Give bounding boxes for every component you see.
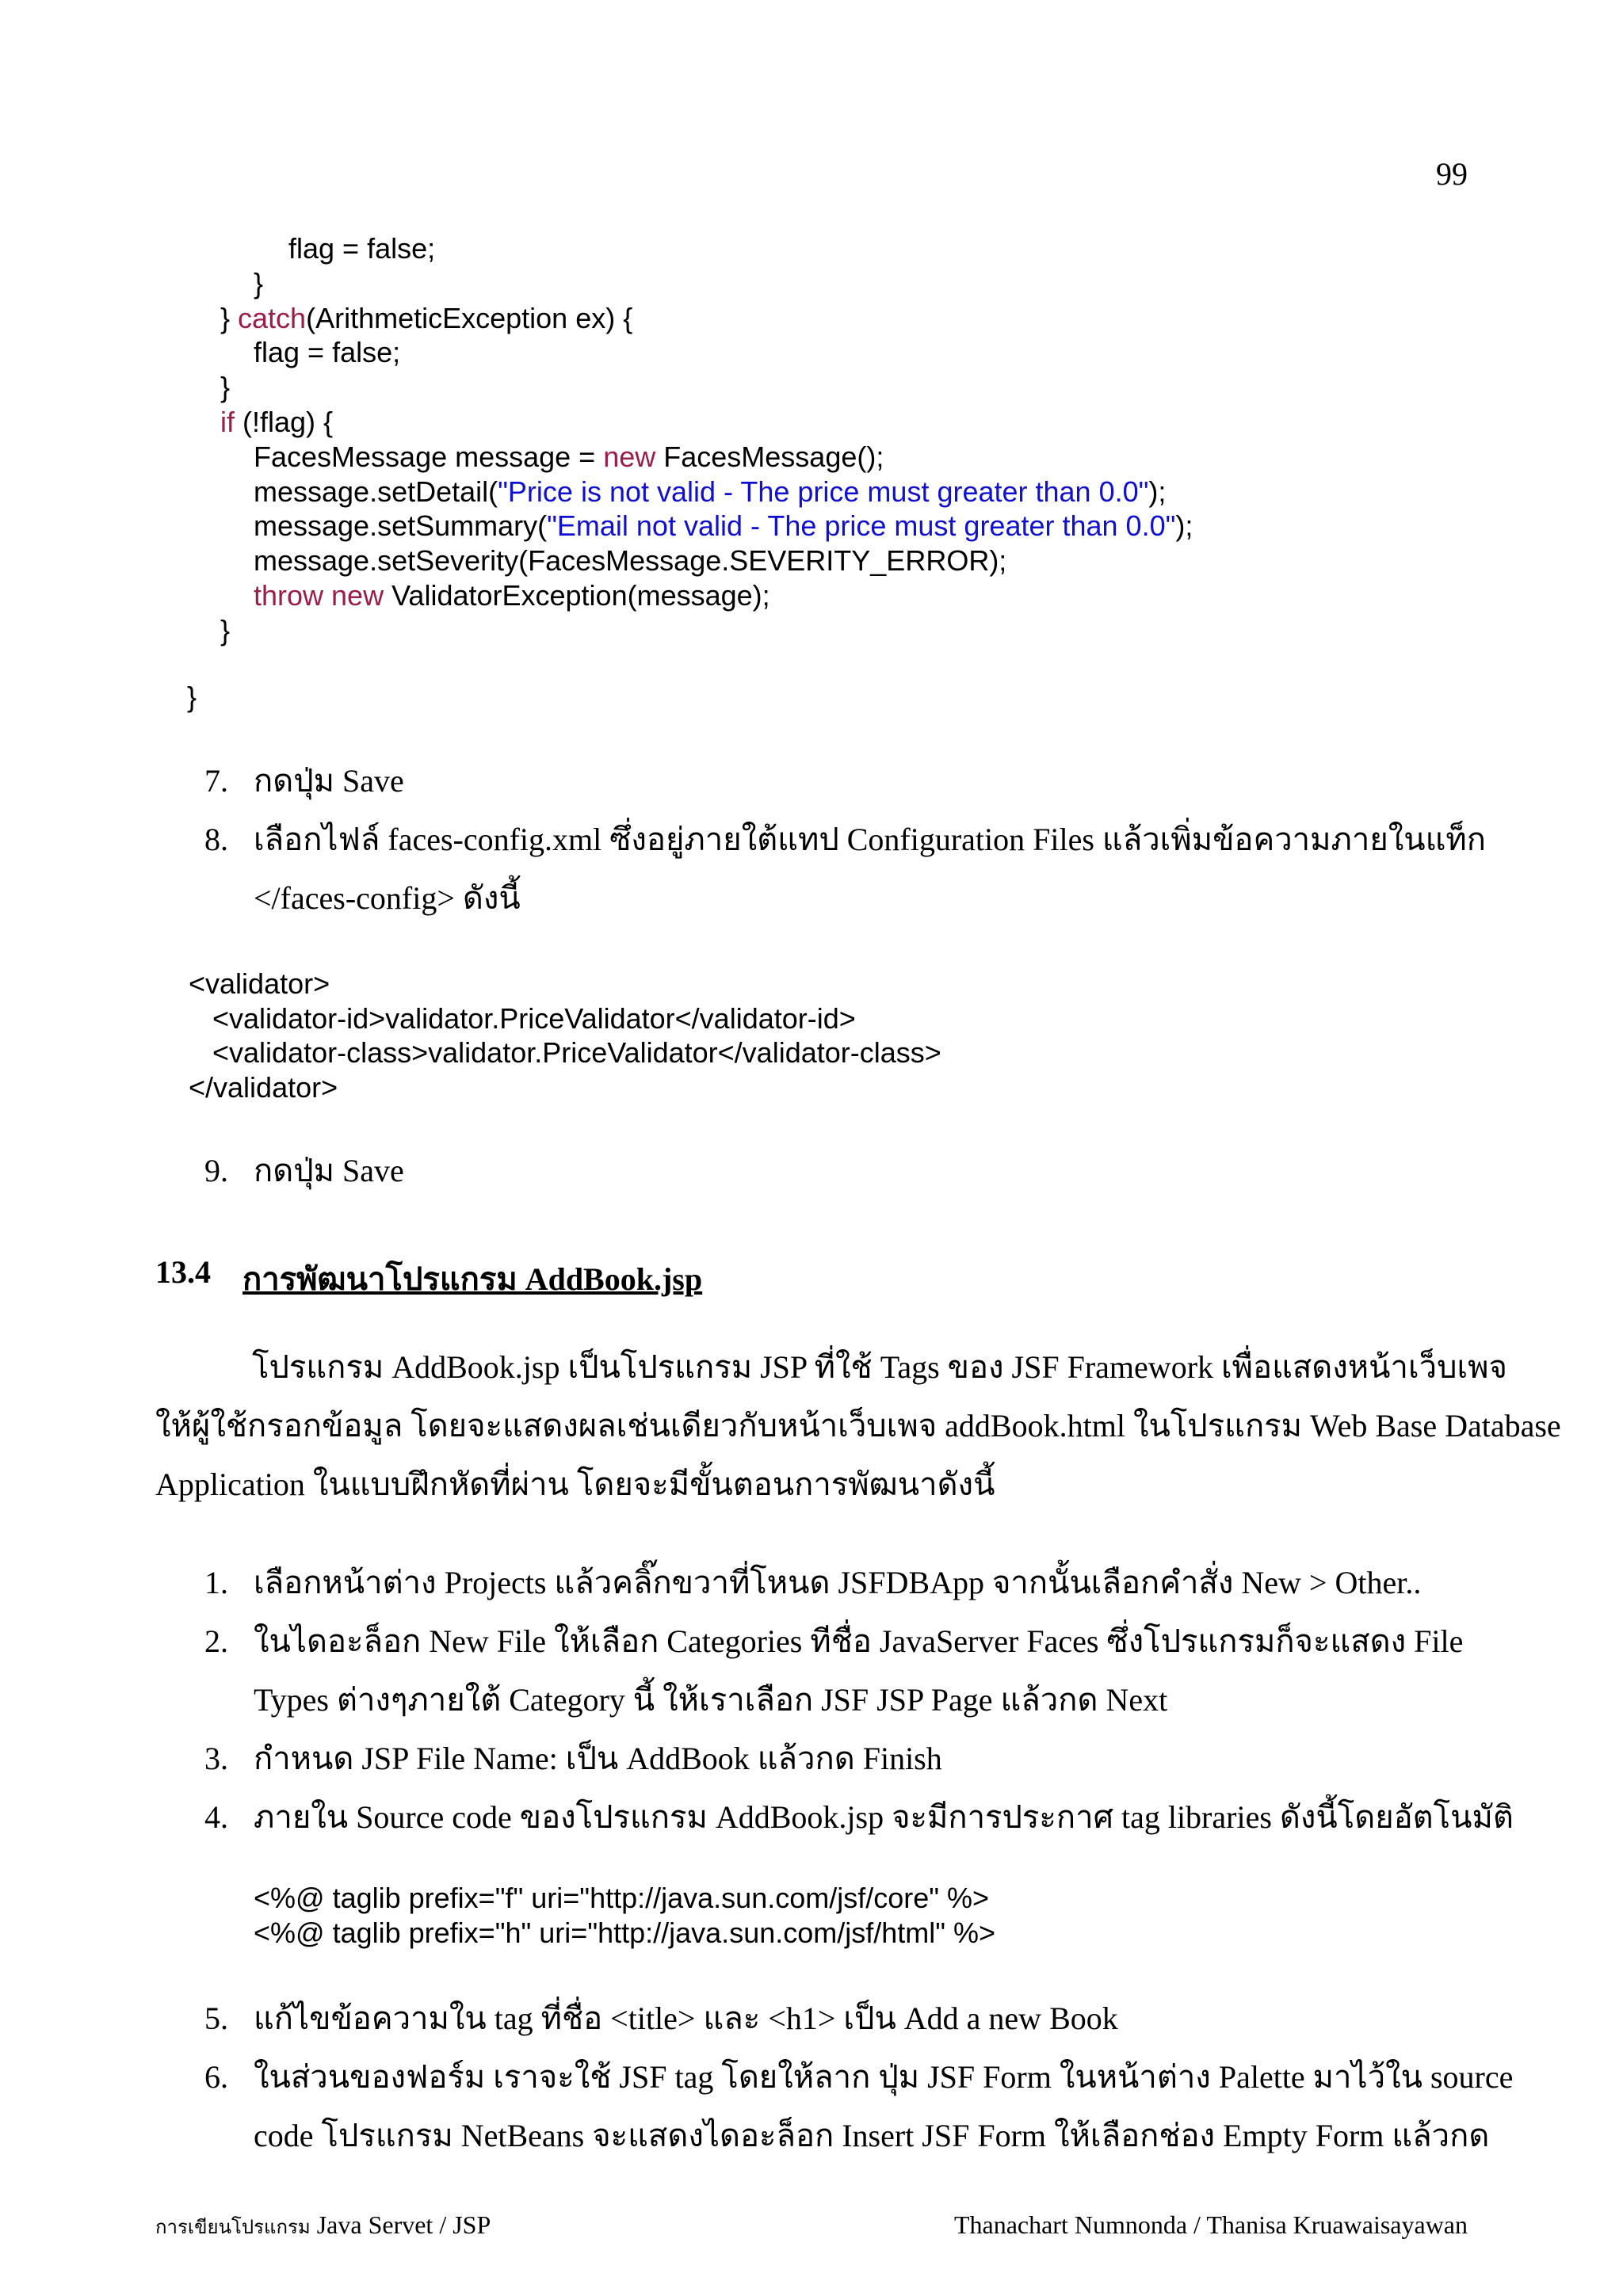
xml-code-block bbox=[189, 967, 941, 1104]
list-item: 3. กำหนด JSP File Name: เป็น AddBook แล้วกด Finish bbox=[204, 1741, 942, 1776]
paragraph-line: Application ในแบบฝึกหัดที่ผ่าน โดยจะมีขั้นตอนการพัฒนาดังนี้ bbox=[155, 1466, 995, 1502]
keyword-if: if bbox=[220, 405, 235, 438]
code-line: if (!flag) { bbox=[220, 405, 334, 438]
code-line: <%@ taglib prefix="f" uri="http://java.sun.com/jsf/core" %> bbox=[254, 1882, 990, 1914]
code-line: FacesMessage message = new FacesMessage(); bbox=[254, 440, 884, 473]
keyword-new: new bbox=[603, 440, 656, 473]
list-item: 9. กดปุ่ม Save bbox=[204, 1153, 404, 1188]
list-item: 4. ภายใน Source code ของโปรแกรม AddBook.jsp จะมีการประกาศ tag libraries ดังนี้โดยอัตโนมัติ bbox=[204, 1799, 1514, 1835]
list-item: 8. เลือกไฟล์ faces-config.xml ซึ่งอยู่ภายใต้แทป Configuration Files แล้วเพิ่มข้อความภายในแท็ก </faces-config> ดังนี้ bbox=[204, 822, 1486, 916]
java-code-block bbox=[187, 231, 1193, 648]
code-line: <validator> bbox=[189, 967, 330, 1000]
code-line: <validator-class>validator.PriceValidator</validator-class> bbox=[189, 1036, 941, 1069]
code-line: </validator> bbox=[189, 1070, 338, 1104]
closing-brace: } bbox=[187, 681, 197, 713]
code-line: <validator-id>validator.PriceValidator</validator-id> bbox=[189, 1001, 856, 1035]
code-line: message.setSeverity(FacesMessage.SEVERITY_ERROR); bbox=[254, 544, 1007, 578]
paragraph-line: โปรแกรม AddBook.jsp เป็นโปรแกรม JSP ที่ใช้ Tags ของ JSF Framework เพื่อแสดงหน้าเว็บเพจ bbox=[252, 1349, 1507, 1385]
code-line: message.setDetail("Price is not valid - The price must greater than 0.0"); bbox=[254, 475, 1167, 508]
jsp-taglib-code-block bbox=[254, 1881, 995, 1950]
code-line: <%@ taglib prefix="h" uri="http://java.sun.com/jsf/html" %> bbox=[254, 1916, 996, 1949]
list-item: 7. กดปุ่ม Save bbox=[204, 763, 404, 799]
string-literal: "Email not valid - The price must greater than 0.0" bbox=[547, 509, 1176, 543]
keyword-catch: catch bbox=[238, 301, 307, 334]
string-literal: "Price is not valid - The price must greater than 0.0" bbox=[498, 475, 1149, 508]
code-line: flag = false; bbox=[254, 336, 401, 369]
list-item: 5. แก้ไขข้อความใน tag ที่ชื่อ <title> และ <h1> เป็น Add a new Book bbox=[204, 2000, 1118, 2036]
section-heading: 13.4 การพัฒนาโปรแกรม AddBook.jsp bbox=[155, 1254, 703, 1297]
page-number: 99 bbox=[1436, 156, 1468, 192]
code-line: } catch(ArithmeticException ex) { bbox=[220, 301, 633, 334]
footer-right: Thanachart Numnonda / Thanisa Kruawaisayawan bbox=[953, 2210, 1468, 2239]
footer-left: การเขียนโปรแกรม Java Servet / JSP bbox=[155, 2210, 491, 2239]
paragraph-line: ให้ผู้ใช้กรอกข้อมูล โดยจะแสดงผลเช่นเดียวกับหน้าเว็บเพจ addBook.html ในโปรแกรม Web Base Database bbox=[155, 1408, 1561, 1444]
code-line: } bbox=[220, 371, 231, 404]
keyword-throw-new: throw new bbox=[254, 578, 384, 612]
code-line: } bbox=[254, 266, 264, 299]
code-line: flag = false; bbox=[288, 232, 436, 265]
list-item: 1. เลือกหน้าต่าง Projects แล้วคลิ๊กขวาที่โหนด JSFDBApp จากนั้นเลือกคำสั่ง New > Other.. bbox=[204, 1565, 1422, 1600]
code-line: } bbox=[220, 613, 231, 646]
code-line: throw new ValidatorException(message); bbox=[254, 578, 770, 612]
list-item: 2. ในไดอะล็อก New File ให้เลือก Categories ทีชื่อ JavaServer Faces ซึ่งโปรแกรมก็จะแสดง File Types ต่างๆภายใต้ Category นี้ ให้เราเลือก JSF JSP Page แล้วกด Next bbox=[204, 1623, 1464, 1718]
code-line: message.setSummary("Email not valid - The price must greater than 0.0"); bbox=[254, 509, 1193, 543]
list-item: 6. ในส่วนของฟอร์ม เราจะใช้ JSF tag โดยให้ลาก ปุ่ม JSF Form ในหน้าต่าง Palette มาไว้ใน source code โปรแกรม NetBeans จะแสดงไดอะล็อก Insert JSF Form ให้เลือกช่อง Empty Form แล้วกด bbox=[204, 2059, 1514, 2153]
